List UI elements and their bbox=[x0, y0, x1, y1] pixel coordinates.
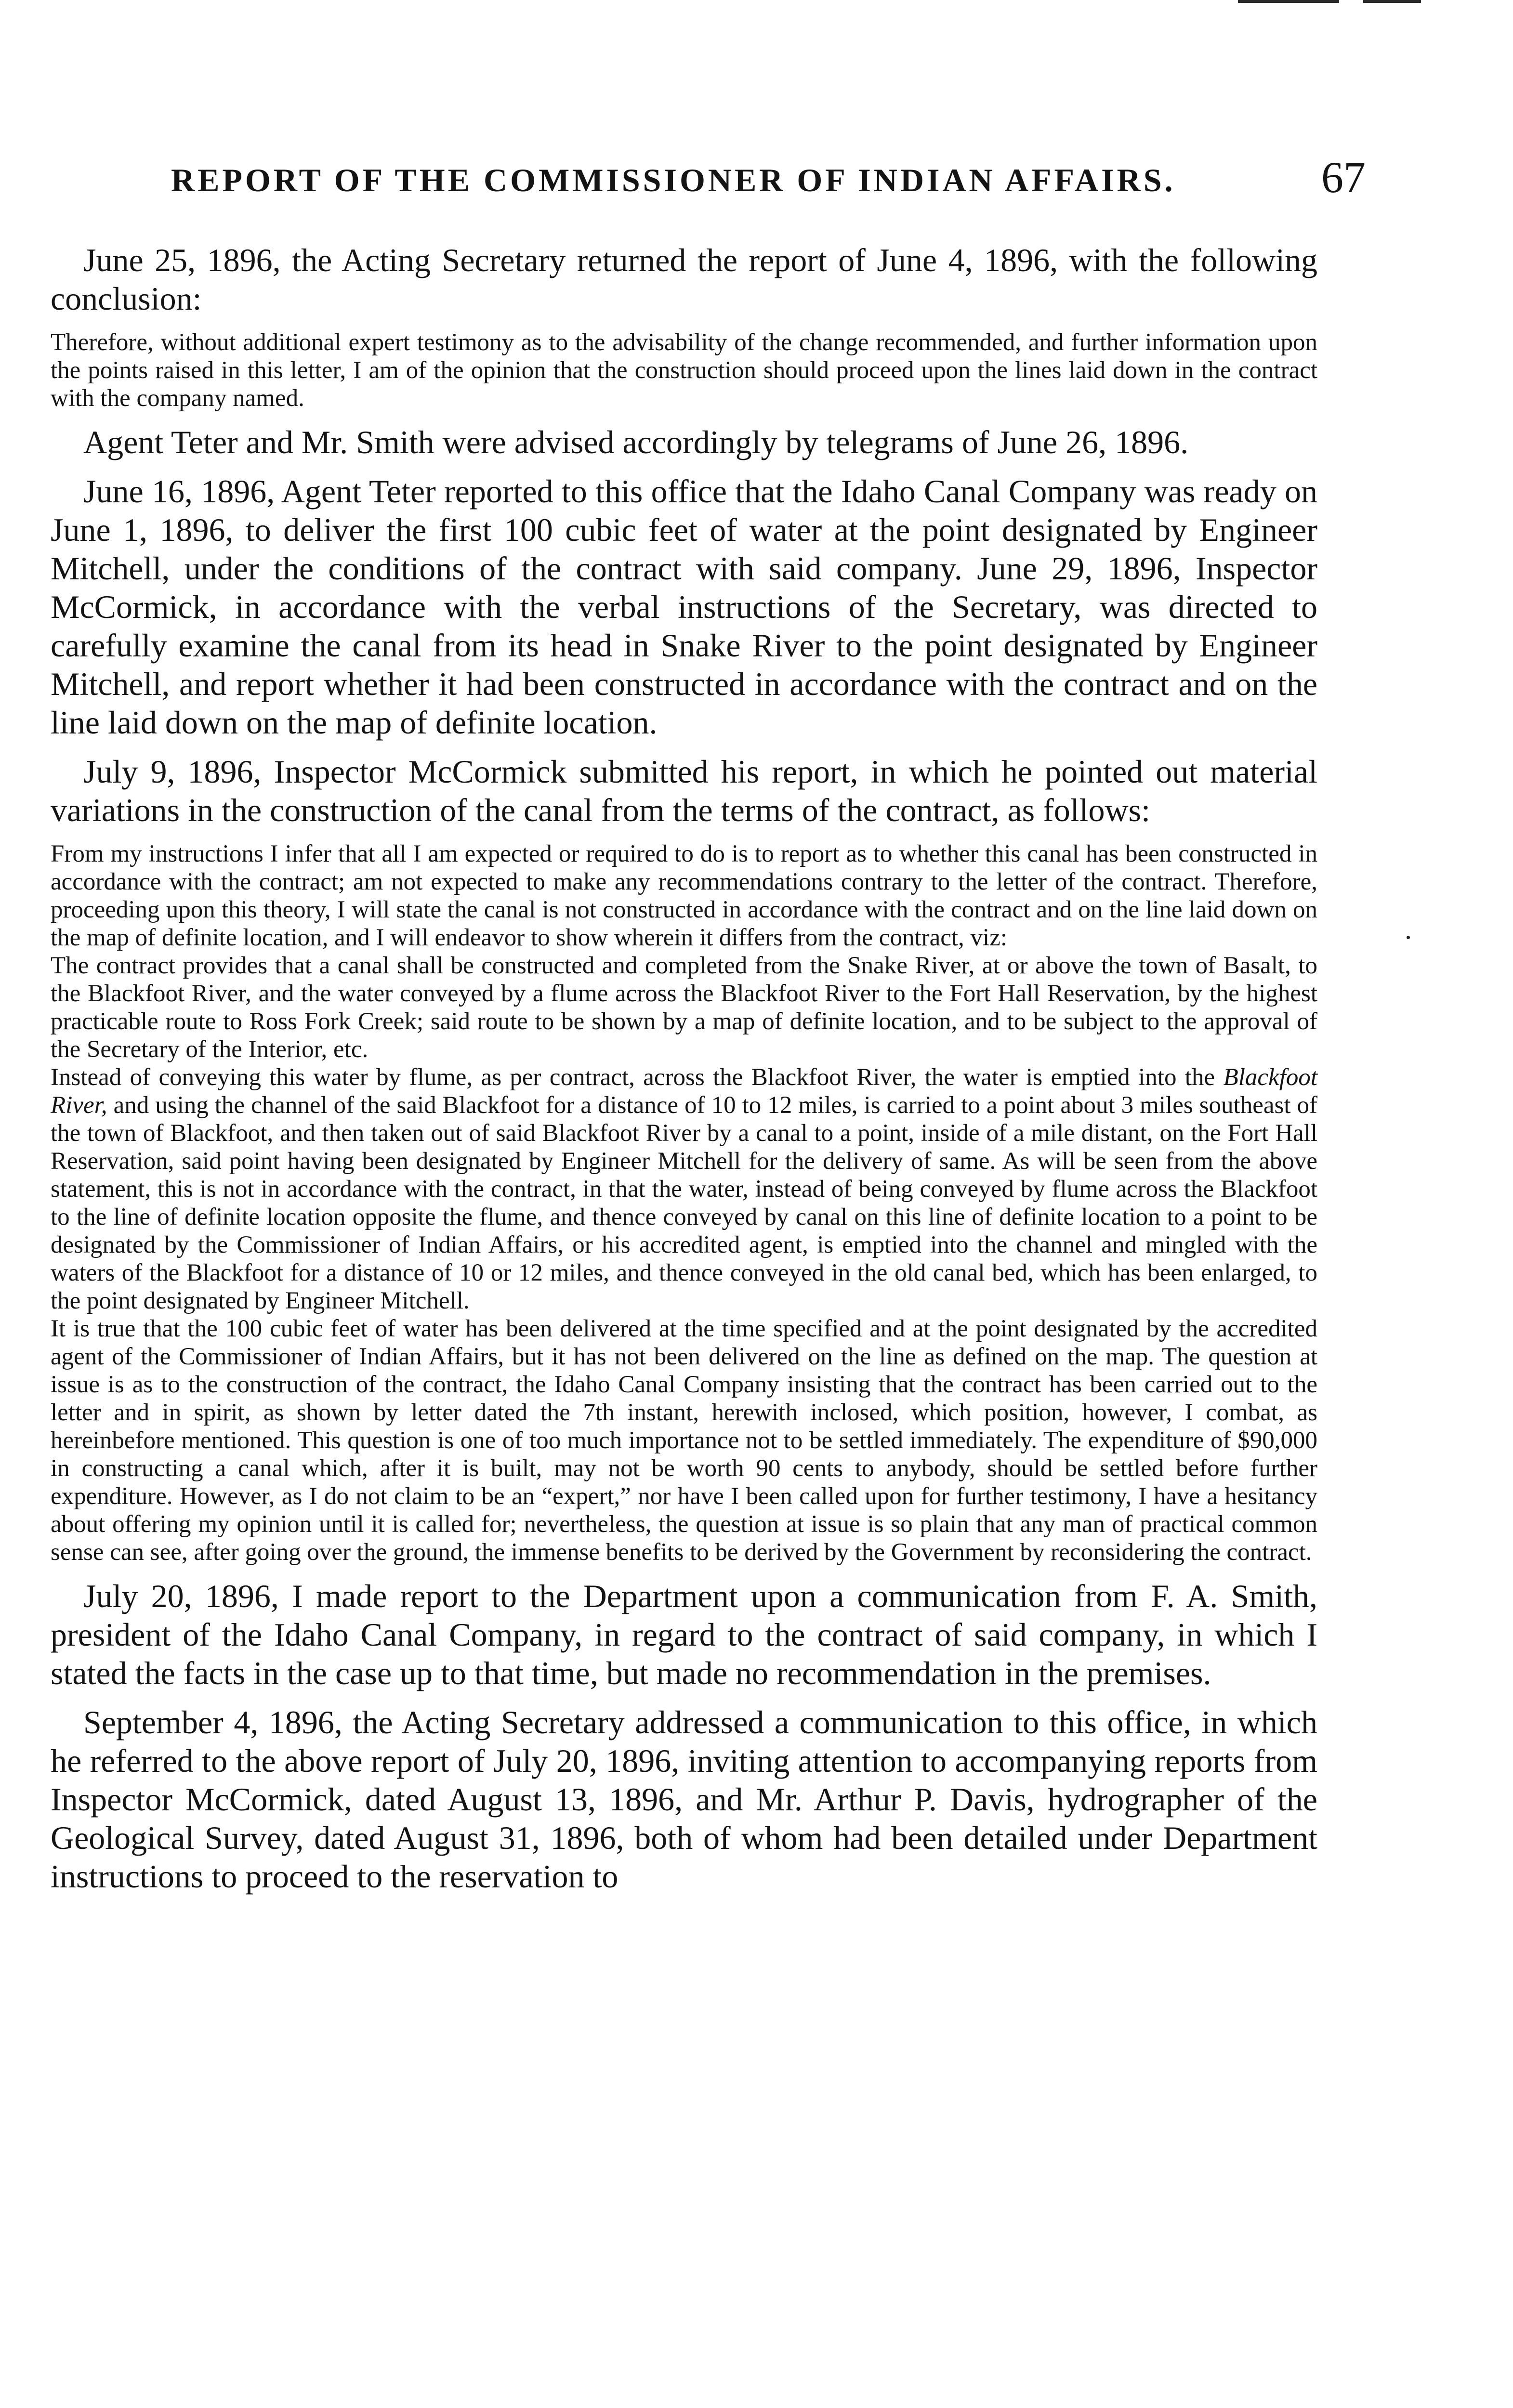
page-number: 67 bbox=[1321, 153, 1366, 202]
stray-ink-dot bbox=[1407, 936, 1410, 939]
quote-text: Instead of conveying this water by flume, as per contract, across the Blackfoot River, the water is emptied into the bbox=[51, 1064, 1215, 1091]
body-paragraph: Agent Teter and Mr. Smith were advised accordingly by telegrams of June 26, 1896. bbox=[83, 424, 1189, 460]
page-body bbox=[51, 241, 1317, 1906]
body-paragraph: June 16, 1896, Agent Teter reported to this office that the Idaho Canal Company was ready on June 1, 1896, to deliver the first 100 cubic feet of water at the point designated by Engineer Mitchell, under the conditions of the contract with said company. June 29, 1896, Inspector McCormick, in accordance with the verbal instructions of the Secretary, was directed to carefully examine the canal from its head in Snake River to the point designated by Engineer Mitchell, and report whether it had been constructed in accordance with the contract and on the line laid down on the map of definite location. bbox=[51, 473, 1317, 741]
block-quote bbox=[51, 840, 1317, 1566]
block-quote bbox=[51, 328, 1317, 412]
quote-paragraph: It is true that the 100 cubic feet of water has been delivered at the time specified and at the point designated by the accredited agent of the Commissioner of Indian Affairs, but it has not been delivered on the line as defined on the map. The question at issue is as to the construction of the contract, the Idaho Canal Company insisting that the contract has been carried out to the letter and in spirit, as shown by letter dated the 7th instant, herewith inclosed, which position, however, I combat, as hereinbefore mentioned. This question is one of too much importance not to be settled immediately. The expenditure of $90,000 in constructing a canal which, after it is built, may not be worth 90 cents to anybody, should be settled before further expenditure. However, as I do not claim to be an “expert,” nor have I been called upon for further testimony, I have a hesitancy about offering my opinion until it is called for; nevertheless, the question at issue is so plain that any man of practical common sense can see, after going over the ground, the immense benefits to be derived by the Government by reconsidering the contract. bbox=[51, 1315, 1317, 1566]
running-title: REPORT OF THE COMMISSIONER OF INDIAN AFFAIRS. bbox=[171, 162, 1176, 198]
quote-paragraph bbox=[51, 1063, 1317, 1315]
body-paragraph: September 4, 1896, the Acting Secretary addressed a communication to this office, in which he referred to the above report of July 20, 1896, inviting attention to accompanying reports from Inspector McCormick, dated August 13, 1896, and Mr. Arthur P. Davis, hydrographer of the Geological Survey, dated August 31, 1896, both of whom had been detailed under Department instructions to proceed to the reservation to bbox=[51, 1704, 1317, 1895]
body-paragraph: July 9, 1896, Inspector McCormick submitted his report, in which he pointed out material variations in the construction of the canal from the terms of the contract, as follows: bbox=[51, 753, 1317, 828]
quote-text: and using the channel of the said Blackfoot for a distance of 10 to 12 miles, is carried to a point about 3 miles southeast of the town of Blackfoot, and then taken out of said Blackfoot River by a canal to a point, inside of a mile distant, on the Fort Hall Reservation, said point having been designated by Engineer Mitchell for the delivery of same. As will be seen from the above statement, this is not in accordance with the contract, in that the water, instead of being conveyed by flume across the Blackfoot to the line of definite location opposite the flume, and thence conveyed by canal on this line of definite location to a point to be designated by the Commissioner of Indian Affairs, or his accredited agent, is emptied into the channel and mingled with the waters of the Blackfoot for a distance of 10 or 12 miles, and thence conveyed in the old canal bed, which has been enlarged, to the point designated by Engineer Mitchell. bbox=[51, 1092, 1318, 1314]
quote-paragraph: From my instructions I infer that all I am expected or required to do is to report as to whether this canal has been constructed in accordance with the contract; am not expected to make any recommendations contrary to the letter of the contract. Therefore, proceeding upon this theory, I will state the canal is not constructed in accordance with the contract and on the line laid down on the map of definite location, and I will endeavor to show wherein it differs from the contract, viz: bbox=[51, 840, 1317, 951]
body-paragraph: July 20, 1896, I made report to the Department upon a communication from F. A. Smith, president of the Idaho Canal Company, in regard to the contract of said company, in which I stated the facts in the case up to that time, but made no recommendation in the premises. bbox=[51, 1578, 1317, 1691]
body-paragraph: June 25, 1896, the Acting Secretary returned the report of June 4, 1896, with the following conclusion: bbox=[51, 242, 1317, 317]
italic-text: Blackfoot River, bbox=[51, 1064, 1317, 1119]
scan-edge-line bbox=[1363, 0, 1421, 3]
quote-paragraph: The contract provides that a canal shall be constructed and completed from the Snake River, at or above the town of Basalt, to the Blackfoot River, and the water conveyed by a flume across the Blackfoot River to the Fort Hall Reservation, by the highest practicable route to Ross Fork Creek; said route to be shown by a map of definite location, and to be subject to the approval of the Secretary of the Interior, etc. bbox=[51, 952, 1317, 1063]
scan-edge-line bbox=[1238, 0, 1339, 3]
quote-paragraph: Therefore, without additional expert testimony as to the advisability of the change recommended, and further information upon the points raised in this letter, I am of the opinion that the construction should proceed upon the lines laid down in the contract with the company named. bbox=[51, 329, 1317, 412]
page-header bbox=[171, 152, 1366, 209]
